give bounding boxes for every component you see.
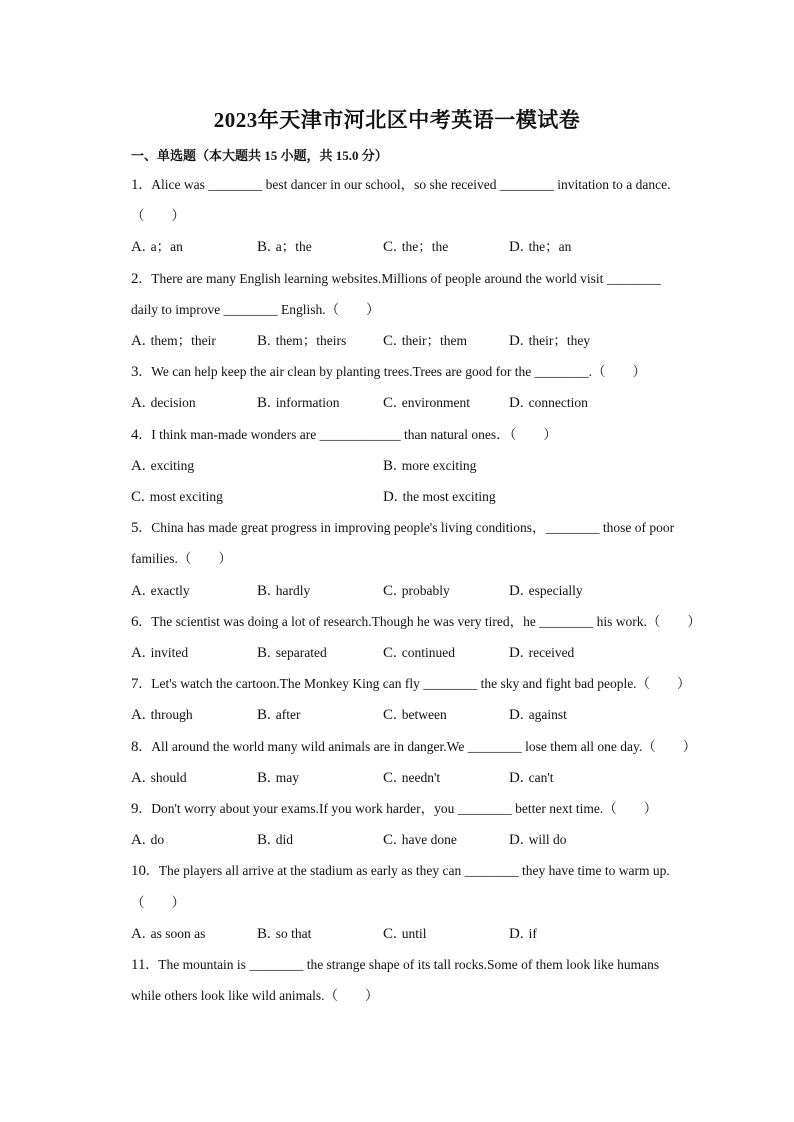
option-letter: B. — [257, 645, 271, 661]
answer-option[interactable] — [383, 393, 470, 413]
question-text: China has made great progress in improving people's living conditions，________ those of poor — [151, 520, 675, 535]
option-letter: B. — [257, 239, 271, 255]
option-text: until — [401, 926, 427, 941]
option-text: them；their — [150, 333, 216, 348]
option-text: between — [401, 707, 447, 722]
option-text: may — [275, 770, 300, 785]
answer-option[interactable] — [509, 924, 537, 944]
question-stem — [131, 269, 661, 289]
option-text: did — [275, 832, 294, 847]
option-letter: D. — [509, 926, 524, 942]
answer-option[interactable] — [131, 768, 187, 788]
question-number: 2. — [131, 271, 143, 287]
option-letter: A. — [131, 583, 146, 599]
question-stem — [131, 799, 657, 819]
question-number: 3. — [131, 364, 143, 380]
answer-option[interactable] — [383, 643, 455, 663]
option-letter: B. — [257, 395, 271, 411]
options-row — [131, 456, 691, 476]
option-letter: C. — [131, 489, 145, 505]
options-row — [131, 237, 691, 257]
answer-option[interactable] — [509, 581, 583, 601]
option-letter: C. — [383, 239, 397, 255]
option-text: against — [528, 707, 567, 722]
option-letter: D. — [509, 239, 524, 255]
answer-option[interactable] — [257, 830, 293, 850]
answer-option[interactable] — [257, 331, 346, 351]
question-number: 1. — [131, 177, 143, 193]
question-stem-continued — [131, 986, 378, 1006]
option-text: the；an — [528, 239, 572, 254]
question-stem-continued — [131, 893, 185, 913]
answer-option[interactable] — [257, 924, 311, 944]
option-text: environment — [401, 395, 470, 410]
answer-option[interactable] — [131, 705, 193, 725]
option-letter: C. — [383, 926, 397, 942]
option-letter: B. — [257, 707, 271, 723]
answer-option[interactable] — [131, 487, 223, 507]
answer-option[interactable] — [131, 830, 164, 850]
question-text: There are many English learning websites.Millions of people around the world visit ________ — [151, 271, 661, 286]
question-stem — [131, 861, 670, 881]
option-text: their；they — [528, 333, 591, 348]
option-text: needn't — [401, 770, 441, 785]
option-letter: D. — [509, 395, 524, 411]
answer-option[interactable] — [509, 768, 554, 788]
option-letter: B. — [257, 926, 271, 942]
question-number: 8. — [131, 739, 143, 755]
answer-option[interactable] — [131, 393, 196, 413]
question-text: Don't worry about your exams.If you work harder，you ________ better next time.（ ） — [151, 801, 658, 816]
question-number: 7. — [131, 676, 143, 692]
answer-option[interactable] — [383, 768, 440, 788]
question-text: We can help keep the air clean by planting trees.Trees are good for the ________.（ ） — [151, 364, 647, 379]
answer-option[interactable] — [383, 456, 476, 476]
question-text: All around the world many wild animals are in danger.We ________ lose them all one day.（ ） — [151, 739, 697, 754]
answer-option[interactable] — [257, 768, 299, 788]
answer-option[interactable] — [131, 456, 194, 476]
option-letter: C. — [383, 645, 397, 661]
answer-option[interactable] — [509, 393, 588, 413]
option-text: so that — [275, 926, 312, 941]
answer-option[interactable] — [509, 237, 571, 257]
question-text: daily to improve ________ English.（ ） — [131, 302, 380, 317]
option-text: continued — [401, 645, 456, 660]
answer-option[interactable] — [383, 705, 447, 725]
options-row — [131, 581, 691, 601]
options-row — [131, 643, 691, 663]
question-stem — [131, 737, 696, 757]
options-row — [131, 705, 691, 725]
question-stem — [131, 955, 659, 975]
answer-option[interactable] — [131, 331, 216, 351]
page-title: 2023年天津市河北区中考英语一模试卷 — [213, 108, 581, 132]
answer-option[interactable] — [131, 924, 205, 944]
answer-option[interactable] — [383, 830, 457, 850]
answer-option[interactable] — [383, 237, 448, 257]
option-letter: D. — [509, 333, 524, 349]
answer-option[interactable] — [257, 393, 340, 413]
option-letter: B. — [257, 333, 271, 349]
option-letter: A. — [131, 926, 146, 942]
question-text: The players all arrive at the stadium as early as they can ________ they have time to warm up. — [158, 863, 670, 878]
option-letter: C. — [383, 707, 397, 723]
option-text: them；theirs — [275, 333, 347, 348]
option-letter: B. — [257, 832, 271, 848]
option-text: the；the — [401, 239, 449, 254]
option-letter: A. — [131, 333, 146, 349]
option-letter: A. — [131, 239, 146, 255]
option-letter: B. — [383, 458, 397, 474]
option-letter: C. — [383, 333, 397, 349]
question-number: 10. — [131, 863, 150, 879]
option-letter: A. — [131, 832, 146, 848]
answer-option[interactable] — [383, 331, 467, 351]
question-number: 5. — [131, 520, 143, 536]
question-text: （ ） — [131, 208, 185, 223]
option-text: have done — [401, 832, 457, 847]
option-text: if — [528, 926, 537, 941]
option-text: through — [150, 707, 193, 722]
option-text: as soon as — [150, 926, 206, 941]
question-stem — [131, 425, 557, 445]
options-row — [131, 768, 691, 788]
option-letter: D. — [509, 770, 524, 786]
answer-option[interactable] — [383, 581, 450, 601]
option-text: their；them — [401, 333, 467, 348]
option-letter: D. — [509, 645, 524, 661]
option-letter: B. — [257, 583, 271, 599]
answer-option[interactable] — [383, 924, 427, 944]
option-letter: C. — [383, 770, 397, 786]
option-letter: A. — [131, 707, 146, 723]
options-row — [131, 331, 691, 351]
question-text: （ ） — [131, 895, 185, 910]
option-text: can't — [528, 770, 554, 785]
option-letter: B. — [257, 770, 271, 786]
option-text: invited — [150, 645, 189, 660]
option-text: hardly — [275, 583, 311, 598]
option-text: the most exciting — [402, 489, 496, 504]
section-heading: 一、单选题（本大题共 15 小题，共 15.0 分） — [131, 148, 388, 163]
question-number: 9. — [131, 801, 143, 817]
options-row — [131, 487, 691, 507]
option-text: information — [275, 395, 340, 410]
question-text: Alice was ________ best dancer in our school，so she received ________ invitation to a dance. — [151, 177, 671, 192]
option-letter: A. — [131, 458, 146, 474]
option-text: will do — [528, 832, 567, 847]
option-text: most exciting — [149, 489, 223, 504]
question-stem — [131, 674, 691, 694]
option-letter: C. — [383, 583, 397, 599]
option-letter: A. — [131, 770, 146, 786]
answer-option[interactable] — [257, 581, 310, 601]
question-stem — [131, 362, 646, 382]
answer-option[interactable] — [509, 830, 566, 850]
question-number: 6. — [131, 614, 143, 630]
option-letter: A. — [131, 395, 146, 411]
options-row — [131, 924, 691, 944]
option-text: exciting — [150, 458, 195, 473]
option-text: separated — [275, 645, 327, 660]
option-text: decision — [150, 395, 196, 410]
question-number: 11. — [131, 957, 150, 973]
answer-option[interactable] — [509, 331, 590, 351]
question-stem — [131, 518, 674, 538]
question-text: I think man-made wonders are ____________ than natural ones．（ ） — [151, 427, 557, 442]
answer-option[interactable] — [257, 705, 301, 725]
question-stem-continued — [131, 206, 185, 226]
question-stem-continued — [131, 300, 380, 320]
option-text: received — [528, 645, 575, 660]
question-text: Let's watch the cartoon.The Monkey King can fly ________ the sky and fight bad people.（ ） — [151, 676, 691, 691]
option-letter: D. — [509, 583, 524, 599]
question-text: The scientist was doing a lot of research.Though he was very tired，he ________ his work.（ ） — [151, 614, 701, 629]
answer-option[interactable] — [131, 643, 188, 663]
answer-option[interactable] — [509, 705, 567, 725]
option-letter: C. — [383, 395, 397, 411]
answer-option[interactable] — [257, 237, 312, 257]
answer-option[interactable] — [257, 643, 327, 663]
question-text: The mountain is ________ the strange shape of its tall rocks.Some of them look like humans — [158, 957, 660, 972]
option-text: exactly — [150, 583, 190, 598]
option-letter: A. — [131, 645, 146, 661]
options-row — [131, 393, 691, 413]
options-row — [131, 830, 691, 850]
question-number: 4. — [131, 427, 143, 443]
question-stem — [131, 175, 671, 195]
option-letter: D. — [509, 707, 524, 723]
question-text: families.（ ） — [131, 551, 232, 566]
answer-option[interactable] — [383, 487, 496, 507]
option-letter: D. — [383, 489, 398, 505]
option-text: after — [275, 707, 301, 722]
answer-option[interactable] — [131, 581, 190, 601]
option-text: connection — [528, 395, 588, 410]
question-stem-continued — [131, 549, 232, 569]
answer-option[interactable] — [131, 237, 183, 257]
option-text: probably — [401, 583, 450, 598]
question-stem — [131, 612, 701, 632]
answer-option[interactable] — [509, 643, 574, 663]
option-text: especially — [528, 583, 583, 598]
option-letter: D. — [509, 832, 524, 848]
option-text: more exciting — [401, 458, 477, 473]
option-text: a；an — [150, 239, 183, 254]
option-text: do — [150, 832, 165, 847]
option-text: should — [150, 770, 187, 785]
question-text: while others look like wild animals.（ ） — [131, 988, 379, 1003]
option-text: a；the — [275, 239, 312, 254]
option-letter: C. — [383, 832, 397, 848]
